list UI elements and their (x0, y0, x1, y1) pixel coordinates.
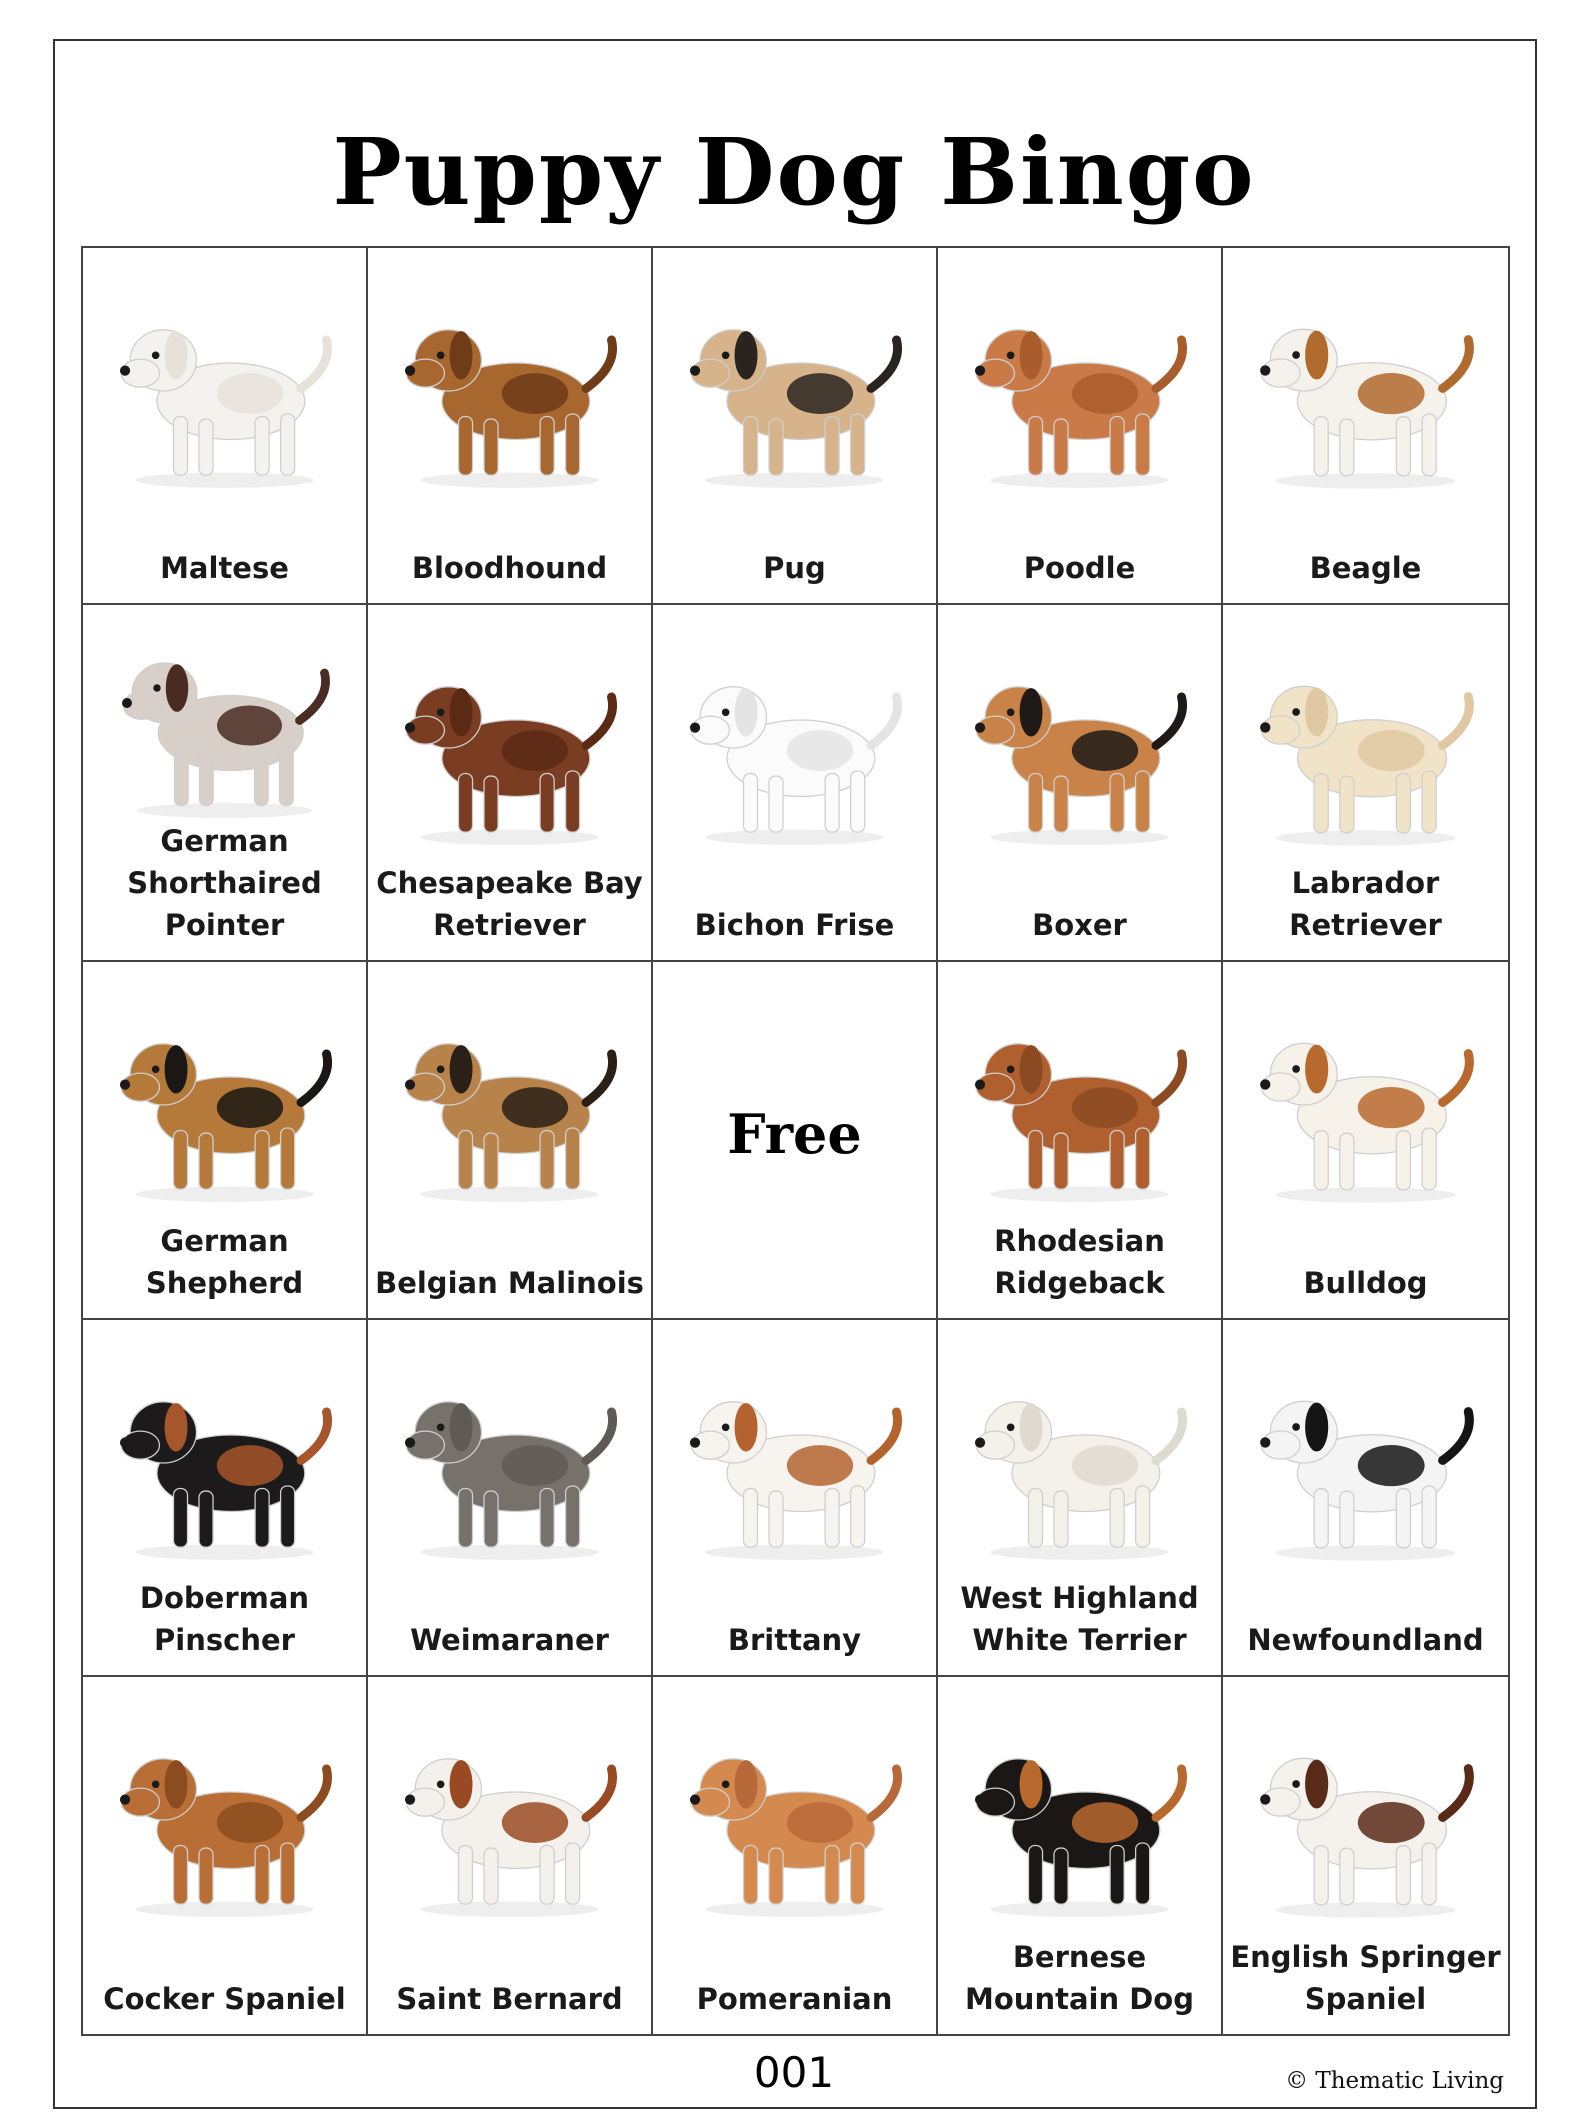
dog-breed-label: Brittany (727, 1622, 862, 1657)
bingo-cell[interactable] (83, 1677, 368, 2034)
bingo-cell[interactable] (368, 248, 653, 605)
bloodhound-photo (382, 276, 637, 506)
boxer-photo (952, 633, 1207, 863)
dog-breed-label: Beagle (1309, 551, 1422, 586)
english-springer-spaniel-photo (1237, 1705, 1494, 1935)
german-shorthaired-pointer-photo (97, 623, 352, 823)
maltese-photo (97, 276, 352, 506)
bingo-cell[interactable] (368, 962, 653, 1319)
card-number: 001 (753, 2048, 835, 2097)
bingo-cell[interactable] (83, 605, 368, 962)
doberman-pinscher-photo (97, 1348, 352, 1578)
bingo-cell[interactable] (1223, 1320, 1508, 1677)
free-space-label: Free (727, 1102, 862, 1167)
bingo-cell[interactable] (938, 605, 1223, 962)
beagle-photo (1237, 276, 1494, 506)
pomeranian-photo (667, 1705, 922, 1935)
dog-breed-label: Bulldog (1303, 1265, 1428, 1300)
newfoundland-photo (1237, 1348, 1494, 1578)
free-space-cell[interactable] (653, 962, 938, 1319)
dog-breed-label: Boxer (1032, 908, 1127, 943)
card-title: Puppy Dog Bingo (332, 118, 1256, 226)
copyright-notice: © Thematic Living (1285, 2068, 1504, 2094)
bingo-cell[interactable] (653, 248, 938, 605)
labrador-retriever-photo (1237, 633, 1494, 863)
bingo-cell[interactable] (83, 962, 368, 1319)
saint-bernard-photo (382, 1705, 637, 1935)
poodle-photo (952, 276, 1207, 506)
bingo-grid (81, 246, 1510, 2036)
bingo-cell[interactable] (653, 1677, 938, 2034)
dog-breed-label: Cocker Spaniel (103, 1982, 346, 2016)
dog-breed-label: Weimaraner (410, 1622, 609, 1657)
dog-breed-label: Poodle (1023, 551, 1136, 586)
dog-breed-label: Maltese (160, 551, 289, 586)
chesapeake-bay-retriever-photo (382, 633, 637, 863)
cocker-spaniel-photo (97, 1705, 352, 1935)
dog-breed-label: German Shorthaired Pointer (127, 824, 322, 943)
dog-breed-label: Newfoundland (1247, 1622, 1484, 1657)
brittany-photo (667, 1348, 922, 1578)
bingo-cell[interactable] (653, 1320, 938, 1677)
bingo-cell[interactable] (1223, 248, 1508, 605)
bingo-cell[interactable] (1223, 605, 1508, 962)
dog-breed-label: West Highland White Terrier (960, 1580, 1199, 1657)
bingo-cell[interactable] (938, 248, 1223, 605)
bulldog-photo (1237, 990, 1494, 1220)
dog-breed-label: Bichon Frise (694, 908, 895, 943)
weimaraner-photo (382, 1348, 637, 1578)
dog-breed-label: Belgian Malinois (375, 1265, 644, 1300)
bingo-cell[interactable] (1223, 962, 1508, 1319)
dog-breed-label: Bloodhound (411, 551, 608, 586)
bingo-cell[interactable] (938, 962, 1223, 1319)
bingo-cell[interactable] (83, 1320, 368, 1677)
dog-breed-label: Pug (763, 551, 826, 586)
dog-breed-label: German Shepherd (145, 1223, 304, 1300)
bingo-cell[interactable] (368, 605, 653, 962)
dog-breed-label: Chesapeake Bay Retriever (376, 866, 643, 943)
bingo-cell[interactable] (1223, 1677, 1508, 2034)
dog-breed-label: Doberman Pinscher (139, 1580, 310, 1657)
bingo-cell[interactable] (653, 605, 938, 962)
bingo-cell[interactable] (83, 248, 368, 605)
rhodesian-ridgeback-photo (952, 990, 1207, 1220)
bichon-frise-photo (667, 633, 922, 863)
dog-breed-label: Saint Bernard (396, 1982, 623, 2016)
dog-breed-label: English Springer Spaniel (1230, 1940, 1501, 2016)
west-highland-white-terrier-photo (952, 1348, 1207, 1578)
dog-breed-label: Rhodesian Ridgeback (994, 1223, 1165, 1300)
german-shepherd-photo (97, 990, 352, 1220)
bingo-cell[interactable] (368, 1677, 653, 2034)
bernese-mountain-dog-photo (952, 1705, 1207, 1935)
bingo-cell[interactable] (938, 1677, 1223, 2034)
dog-breed-label: Labrador Retriever (1289, 866, 1442, 943)
dog-breed-label: Bernese Mountain Dog (965, 1940, 1194, 2016)
pug-photo (667, 276, 922, 506)
bingo-cell[interactable] (938, 1320, 1223, 1677)
dog-breed-label: Pomeranian (696, 1982, 893, 2016)
belgian-malinois-photo (382, 990, 637, 1220)
bingo-cell[interactable] (368, 1320, 653, 1677)
